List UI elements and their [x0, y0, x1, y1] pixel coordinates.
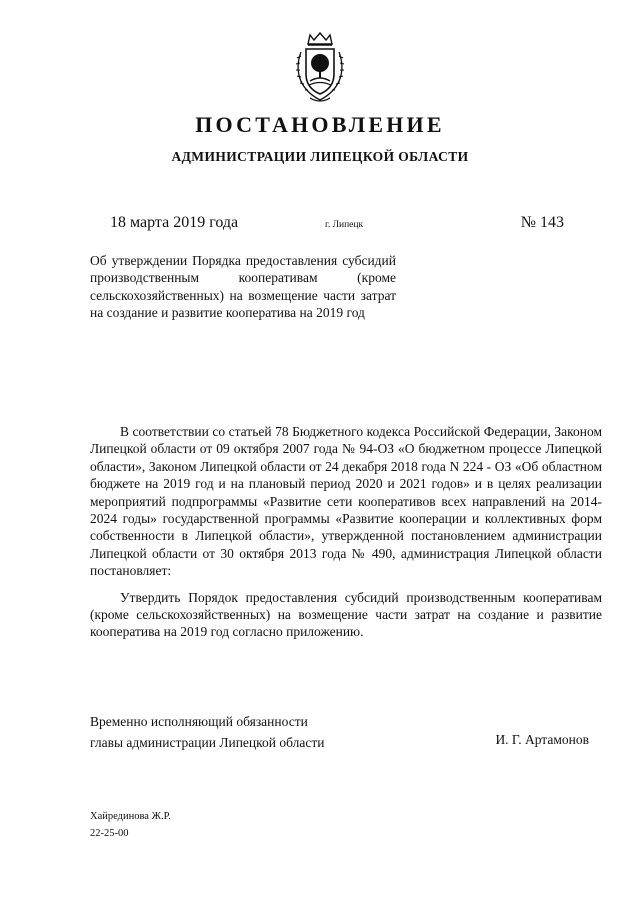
document-city: г. Липецк	[325, 220, 364, 230]
author-phone: 22-25-00	[90, 828, 129, 839]
signatory-position-line: главы администрации Липецкой области	[90, 735, 325, 750]
signatory-position-line: Временно исполняющий обязанности	[90, 714, 308, 729]
body-paragraph: В соответствии со статьей 78 Бюджетного кодекса Российской Федерации, Законом Липецкой области от 09 октября 2007 года № 94-ОЗ «О бюджетном процессе Липецкой области», Законом Липецкой области от 24 декабря 2018 года N 224 - ОЗ «Об областном бюджете на 2019 год и на плановый период 2020 и 2021 годов» и в целях реализации мероприятий подпрограммы «Развитие сети кооперативов всех направлений на 2014-2024 годы» государственной программы «Развитие кооперации и коллективных форм собственности в Липецкой области», утвержденной постановлением администрации Липецкой области от 30 октября 2013 года № 490, администрация Липецкой области постановляет:	[90, 424, 602, 579]
issuing-authority: АДМИНИСТРАЦИИ ЛИПЕЦКОЙ ОБЛАСТИ	[171, 149, 469, 164]
document-date: 18 марта 2019 года	[110, 214, 239, 231]
document-subject: Об утверждении Порядка предоставления субсидий производственным кооперативам (кроме сельскохозяйственных) на возмещение части затрат на создание и развитие кооператива на 2019 год	[90, 253, 396, 321]
document-author	[90, 808, 171, 842]
document-body	[90, 423, 602, 650]
document-title: ПОСТАНОВЛЕНИЕ	[195, 112, 445, 137]
coat-of-arms-icon	[292, 30, 348, 106]
signatory-position	[90, 711, 325, 753]
document-number: № 143	[520, 214, 564, 231]
author-name: Хайрединова Ж.Р.	[90, 811, 171, 822]
body-paragraph: Утвердить Порядок предоставления субсидий производственным кооперативам (кроме сельскохозяйственных) на возмещение части затрат на создание и развитие кооператива на 2019 год согласно приложению.	[90, 589, 602, 640]
signatory-name: И. Г. Артамонов	[495, 732, 589, 747]
